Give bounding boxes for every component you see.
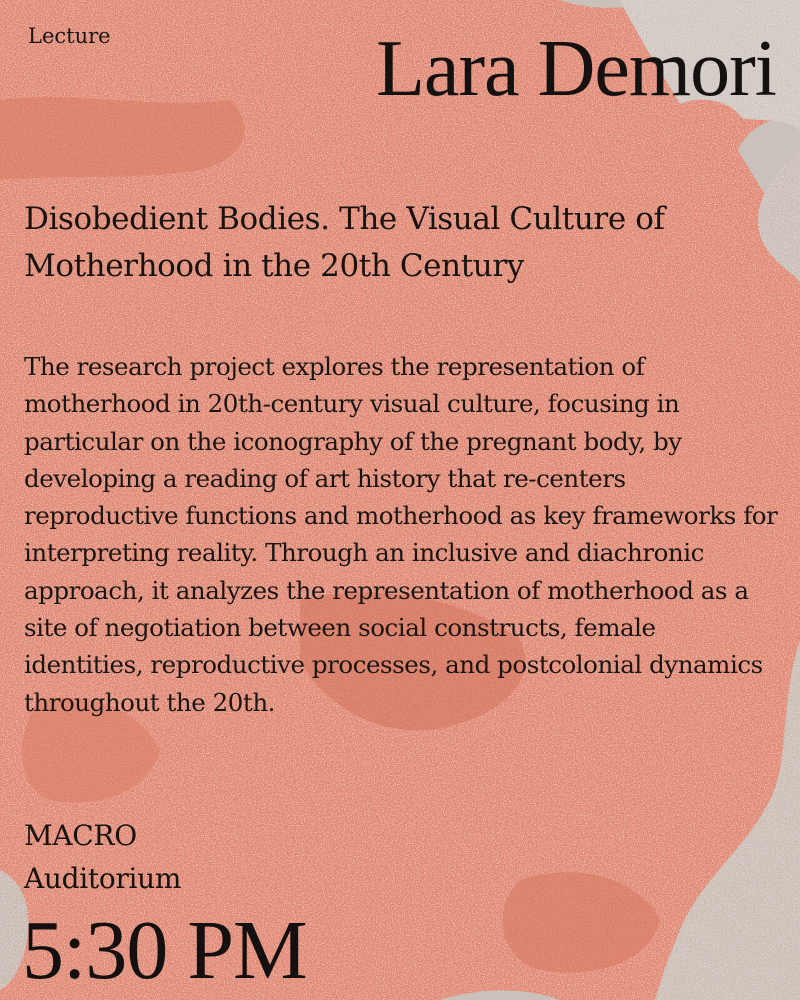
speaker-name: Lara Demori xyxy=(376,25,776,113)
lecture-abstract: The research project explores the representation of motherhood in 20th-century visual culture, focusing in particular on the iconography of the pregnant body, by developing a reading of art history that re-centers reproductive functions and motherhood as key frameworks for interpreting reality. Through an inclusive and diachronic approach, it analyzes the representation of motherhood as a site of negotiation between social constructs, female identities, reproductive processes, and postcolonial dynamics throughout the 20th. xyxy=(24,352,778,717)
event-time: 5:30 PM xyxy=(22,904,307,997)
lecture-title: Disobedient Bodies. The Visual Culture of Motherhood in the 20th Century xyxy=(24,201,665,284)
event-type-label: Lecture xyxy=(28,24,111,48)
venue-room: Auditorium xyxy=(24,862,182,895)
venue-name: MACRO xyxy=(24,819,137,852)
venue xyxy=(24,814,181,900)
